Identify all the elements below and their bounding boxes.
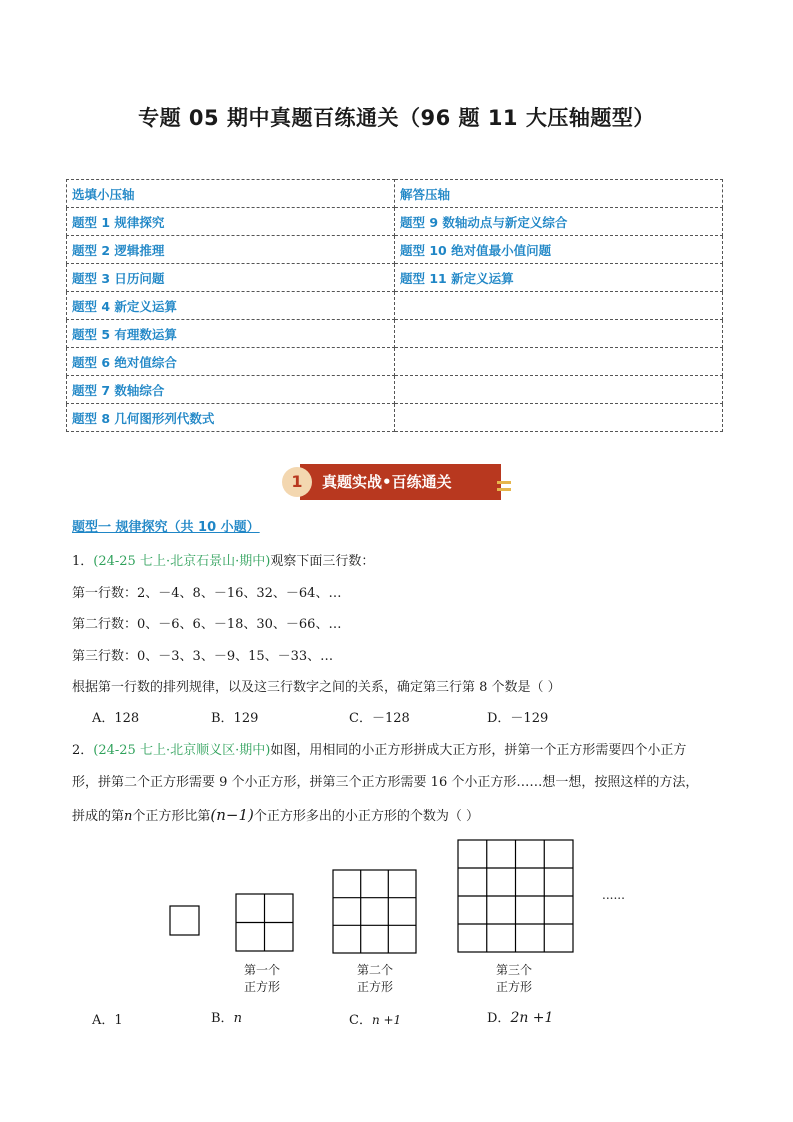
banner-stripe-icon (497, 481, 511, 484)
question-number: 2． (72, 743, 94, 758)
toc-left-item[interactable]: 题型 3 日历问题 (67, 264, 395, 292)
toc-right-item[interactable]: 题型 9 数轴动点与新定义综合 (395, 208, 723, 236)
option-value: 2n +1 (510, 1010, 554, 1026)
option-value: n +1 (371, 1013, 402, 1027)
question-text: 如图，用相同的小正方形拼成大正方形，拼第一个正方形需要四个小正方 (270, 743, 687, 758)
page-title: 专题 05 期中真题百练通关（96 题 11 大压轴题型） (138, 106, 655, 130)
question-source: (24-25 七上·北京石景山·期中) (93, 554, 271, 569)
q2-line2: 形，拼第二个正方形需要 9 个小正方形，拼第三个正方形需要 16 个小正方形……想一想，按照这样的方法， (72, 775, 699, 790)
banner-number-badge: 1 (282, 467, 312, 497)
q2-option-d[interactable] (487, 1007, 553, 1026)
toc-right-item (395, 376, 723, 404)
toc-left-header: 选填小压轴 (67, 180, 395, 208)
toc-left-item[interactable]: 题型 6 绝对值综合 (67, 348, 395, 376)
toc-right-item[interactable]: 题型 11 新定义运算 (395, 264, 723, 292)
toc-right-item (395, 320, 723, 348)
option-label: D． (487, 1011, 511, 1026)
q1-option-c[interactable]: C．－128 (349, 711, 410, 726)
q2-text: 个正方形多出的小正方形的个数为（ ） (253, 809, 480, 824)
section-banner: 真题实战•百练通关 (300, 464, 501, 500)
square-4x4 (458, 840, 573, 952)
caption-first: 第一个 正方形 (243, 963, 280, 994)
toc-left-item[interactable]: 题型 7 数轴综合 (67, 376, 395, 404)
figure-ellipsis: ...... (602, 888, 625, 902)
option-label: B． (211, 1011, 234, 1026)
question-2-stem (72, 739, 686, 758)
toc-right-header: 解答压轴 (395, 180, 723, 208)
q2-var-n-minus-1: (n−1) (210, 806, 254, 824)
question-source: (24-25 七上·北京顺义区·期中) (93, 743, 271, 758)
toc-right-item (395, 348, 723, 376)
toc-left-item[interactable]: 题型 5 有理数运算 (67, 320, 395, 348)
square-2x2 (236, 894, 293, 951)
banner-stripe-icon (497, 488, 511, 491)
q2-text: 拼成的第 (72, 809, 125, 824)
question-number: 1． (72, 554, 94, 569)
q1-question: 根据第一行数的排列规律，以及这三行数字之间的关系，确定第三行第 8 个数是（ ） (72, 680, 561, 695)
q1-option-b[interactable]: B．129 (211, 711, 259, 726)
option-value: n (233, 1011, 242, 1026)
q2-option-b[interactable] (211, 1007, 242, 1026)
toc-left-item[interactable]: 题型 4 新定义运算 (67, 292, 395, 320)
toc-left-item[interactable]: 题型 1 规律探究 (67, 208, 395, 236)
toc-right-item (395, 292, 723, 320)
q1-row2: 第二行数：0、－6、6、－18、30、－66、… (72, 617, 342, 632)
q1-option-a[interactable]: A．128 (92, 711, 140, 726)
toc-right-item (395, 404, 723, 432)
caption-second: 第二个 正方形 (356, 963, 393, 994)
section-title: 题型一 规律探究（共 10 小题） (72, 520, 260, 535)
q1-option-d[interactable]: D．－129 (487, 711, 549, 726)
q2-option-c[interactable] (349, 1009, 401, 1028)
question-1-stem (72, 550, 374, 569)
squares-figure (160, 835, 580, 960)
square-3x3 (333, 870, 416, 953)
question-text: 观察下面三行数： (270, 554, 375, 569)
toc-right-item[interactable]: 题型 10 绝对值最小值问题 (395, 236, 723, 264)
option-label: C． (349, 1013, 372, 1028)
toc-left-item[interactable]: 题型 8 几何图形列代数式 (67, 404, 395, 432)
option-value: 1 (114, 1013, 123, 1028)
q1-row3: 第三行数：0、－3、3、－9、15、－33、… (72, 649, 334, 664)
q2-option-a[interactable] (92, 1009, 123, 1028)
caption-third: 第三个 正方形 (495, 963, 532, 994)
q2-text: 个正方形比第 (132, 809, 211, 824)
q2-line3 (72, 805, 479, 824)
option-label: A． (92, 1013, 115, 1028)
topic-table (66, 179, 723, 432)
square-1x1 (170, 906, 199, 935)
q1-row1: 第一行数：2、－4、8、－16、32、－64、… (72, 586, 342, 601)
toc-left-item[interactable]: 题型 2 逻辑推理 (67, 236, 395, 264)
q2-var-n: n (124, 809, 133, 824)
